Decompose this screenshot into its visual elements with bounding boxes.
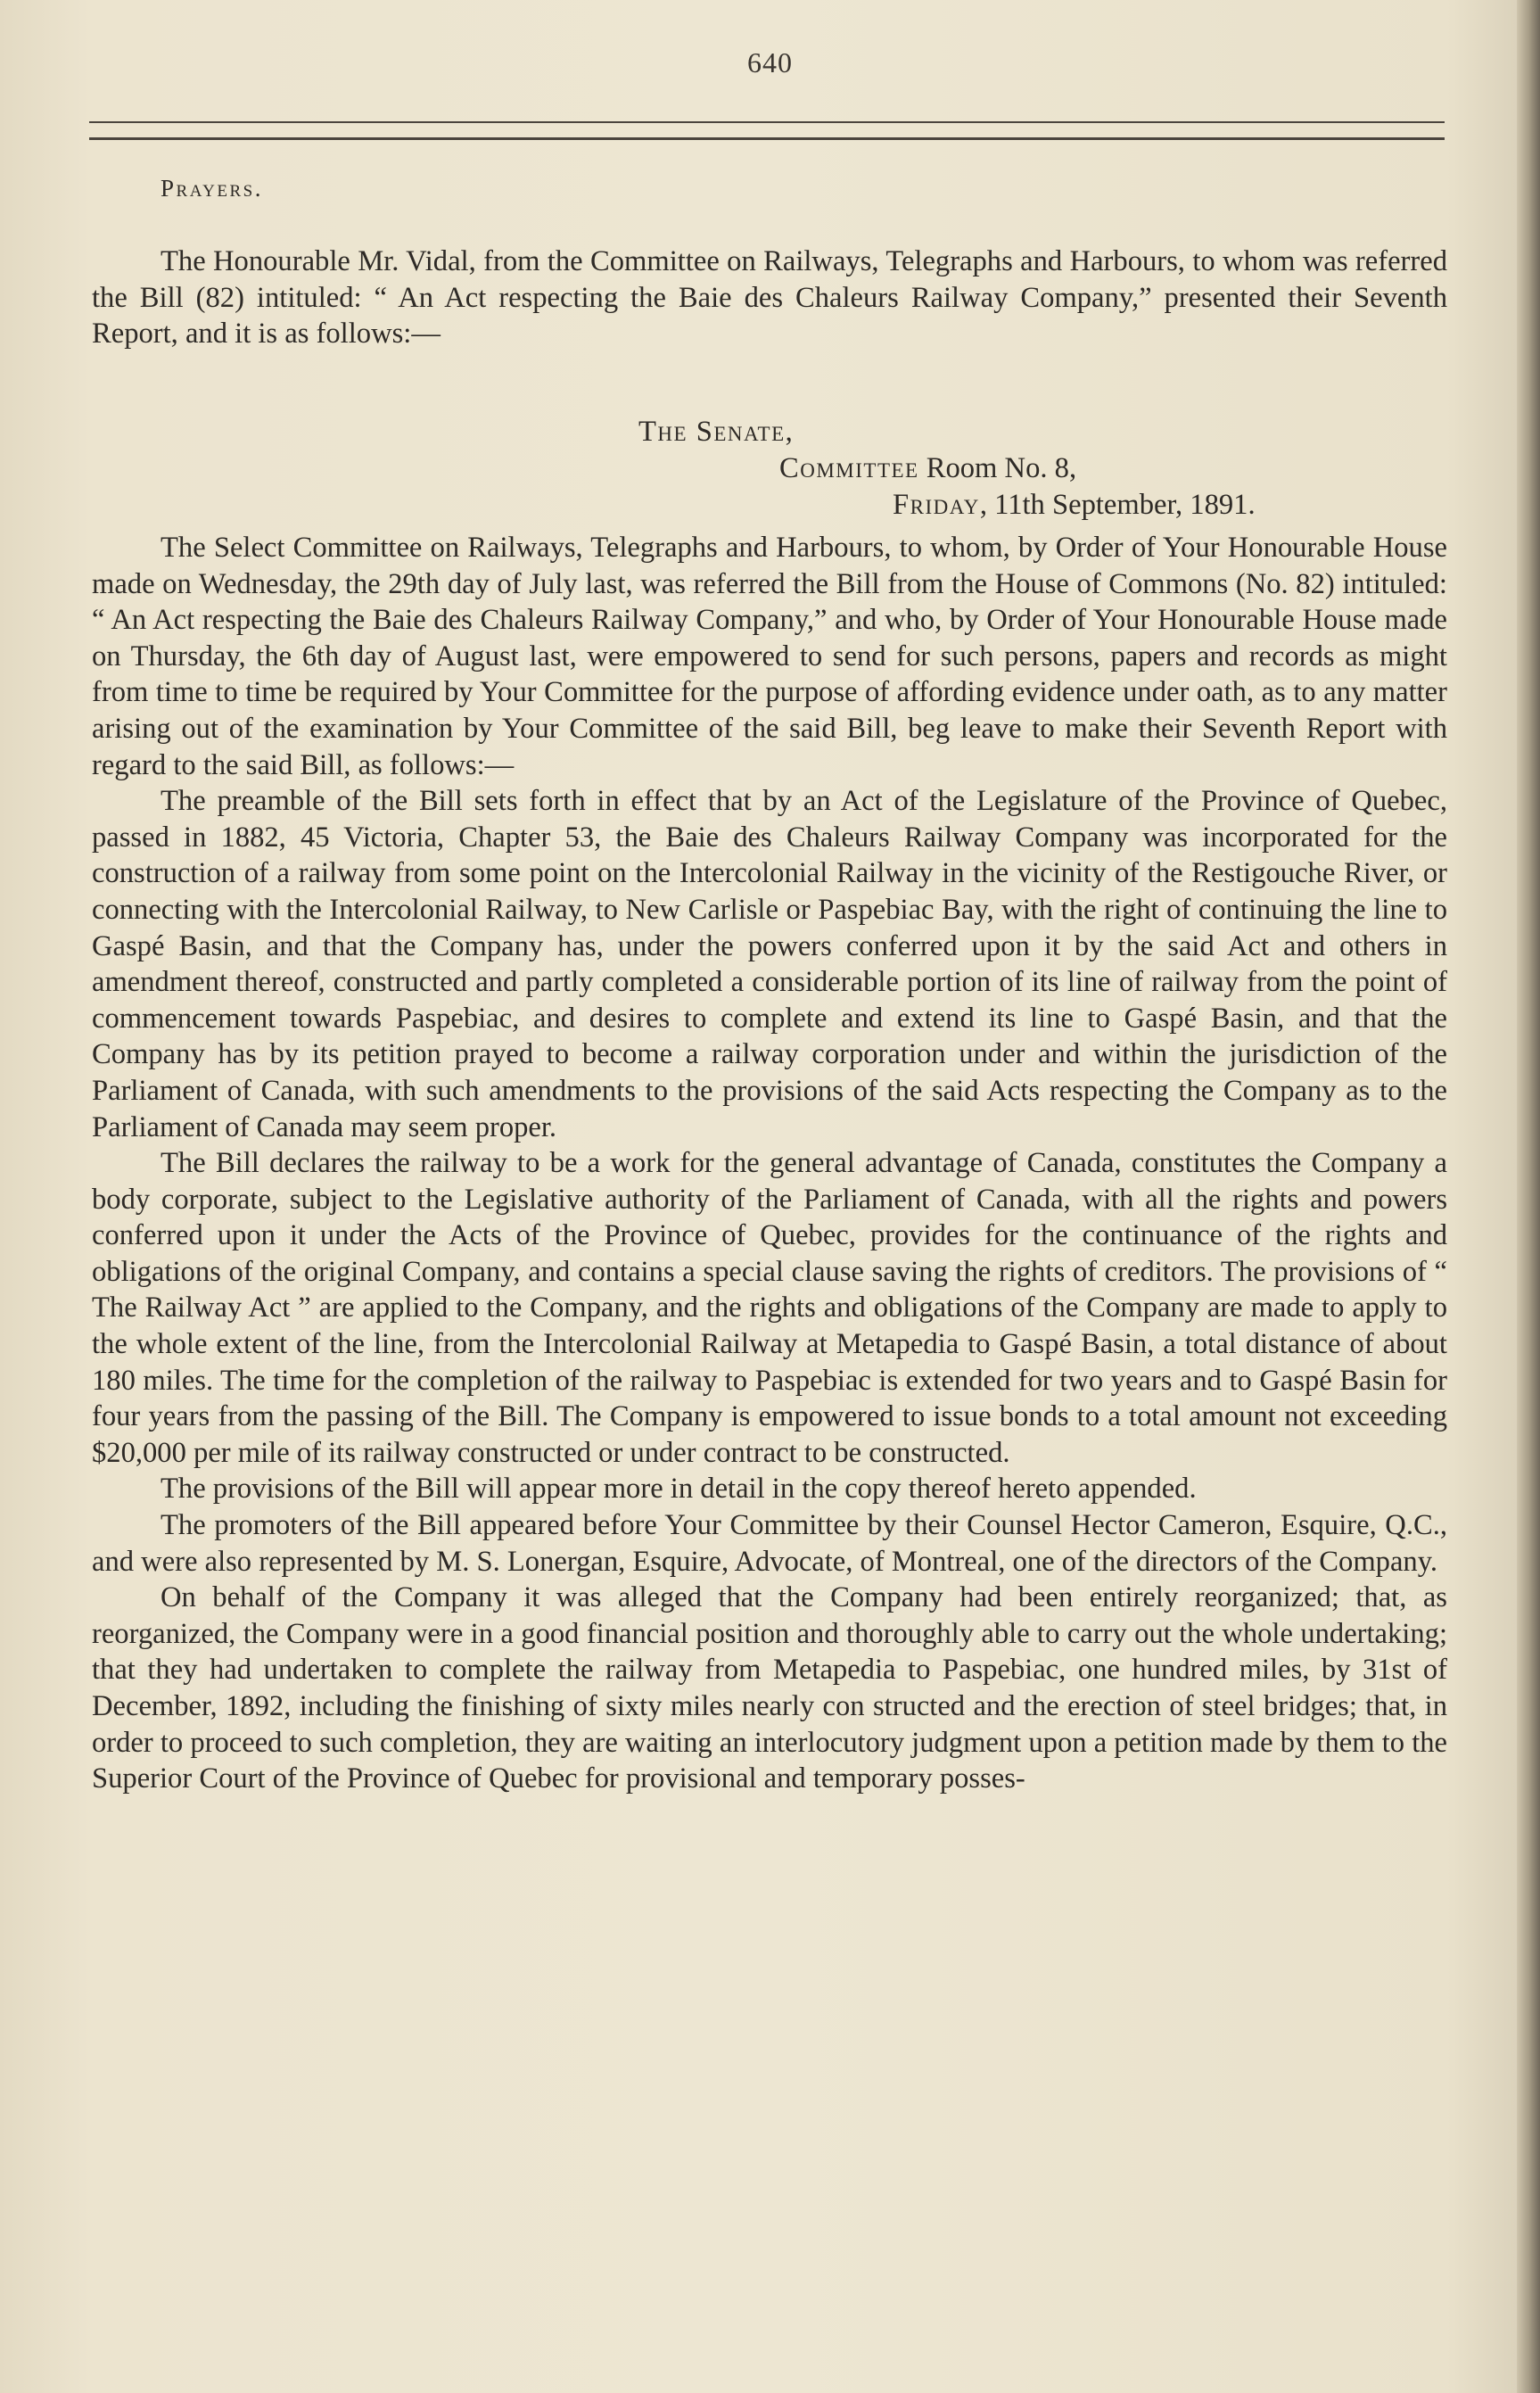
report-paragraph-5: The promoters of the Bill appeared before Your Committee by their Counsel Hector Cameron, Esquire, Q.C., and were also represented by M. S. Lonergan, Esquire, Advocate, of Montreal, one of the directors of the Company. [92, 1509, 1447, 1578]
report-body [92, 530, 1447, 1797]
page-number: 640 [747, 46, 793, 78]
report-paragraph-4: The provisions of the Bill will appear more in detail in the copy thereof hereto appended. [161, 1473, 1197, 1506]
report-paragraph-6: On behalf of the Company it was alleged that the Company had been entirely reorganized; that, as reorganized, the Company were in a good financial position and thoroughly able to carry out the whole undertaking; that they had undertaken to complete the railway from Metapedia to Paspebiac, one hundred miles, by 31st of December, 1892, including the finishing of sixty miles nearly con structed and the erection of steel bridges; that, in order to proceed to such completion, they are waiting an interlocutory judgment upon a petition made by them to the Superior Court of the Province of Quebec for provisional and temporary posses- [92, 1581, 1447, 1795]
signature-committee-label: Committee [779, 452, 919, 484]
report-paragraph-1: The Select Committee on Railways, Telegraphs and Harbours, to whom, by Order of Your Honourable House made on Wednesday, the 29th day of July last, was referred the Bill from the House of Commons (No. 82) intituled: “ An Act respecting the Baie des Chaleurs Railway Company,” and who, by Order of Your Honourable House made on Thursday, the 6th day of August last, were empowered to send for such persons, papers and records as might from time to time be required by Your Committee for the purpose of affording evidence under oath, as to any matter arising out of the examination by Your Committee of the said Bill, beg leave to make their Seventh Report with regard to the said Bill, as follows:— [92, 532, 1447, 781]
section-heading: Prayers. [161, 175, 263, 202]
signature-room-number: Room No. 8, [918, 452, 1077, 484]
signature-date [893, 487, 1256, 524]
intro-block [92, 243, 1447, 352]
signature-senate: The Senate, [638, 416, 795, 448]
report-paragraph-3: The Bill declares the railway to be a work for the general advantage of Canada, constitutes the Company a body corporate, subject to the Legislative authority of the Parliament of Canada, with all the rights and powers conferred upon it under the Acts of the Province of Quebec, provides for the continuance of the rights and obligations of the original Company, and contains a special clause saving the rights of creditors. The provisions of “ The Railway Act ” are applied to the Company, and the rights and obligations of the Company are made to apply to the whole extent of the line, from the Intercolonial Railway at Metapedia to Gaspé Basin, a total distance of about 180 miles. The time for the completion of the railway to Paspebiac is extended for two years and to Gaspé Basin for four years from the passing of the Bill. The Company is empowered to issue bonds to a total amount not exceeding $20,000 per mile of its railway constructed or under contract to be constructed. [92, 1147, 1447, 1469]
header-rule-thick [89, 137, 1445, 140]
header-rule-thin [89, 121, 1445, 123]
signature-committee-room [779, 450, 1076, 487]
signature-day-label: Friday [893, 489, 980, 521]
page-edge [1517, 0, 1540, 2393]
report-paragraph-2: The preamble of the Bill sets forth in effect that by an Act of the Legislature of the Province of Quebec, passed in 1882, 45 Victoria, Chapter 53, the Baie des Chaleurs Railway Company was incorporated for the construction of a railway from some point on the Intercolonial Railway in the vicinity of the Restigouche River, or connecting with the Intercolonial Railway, to New Carlisle or Paspebiac Bay, with the right of continuing the line to Gaspé Basin, and that the Company has, under the powers conferred upon it by the said Act and others in amendment thereof, constructed and partly completed a considerable portion of its line of railway from the point of commencement towards Paspebiac, and desires to complete and extend its line to Gaspé Basin, and that the Company has by its petition prayed to become a railway corporation under and within the jurisdiction of the Parliament of Canada, with such amendments to the provisions of the said Acts respecting the Company as to the Parliament of Canada may seem proper. [92, 785, 1447, 1143]
intro-paragraph: The Honourable Mr. Vidal, from the Committee on Railways, Telegraphs and Harbours, to whom was referred the Bill (82) intituled: “ An Act respecting the Baie des Chaleurs Railway Company,” presented their Seventh Report, and it is as follows:— [92, 245, 1447, 351]
signature-date-text: , 11th September, 1891. [979, 489, 1256, 521]
